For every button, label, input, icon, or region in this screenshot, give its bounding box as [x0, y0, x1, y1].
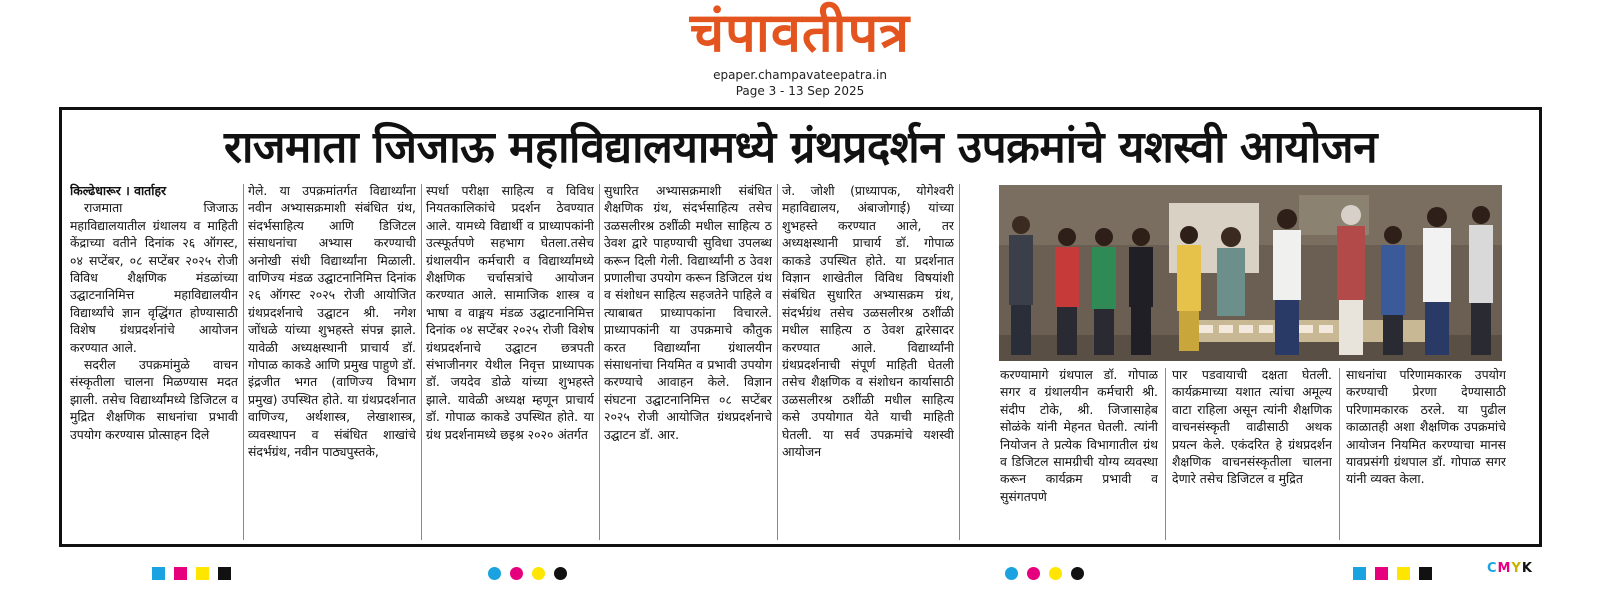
- cyan-mark: [1353, 567, 1366, 580]
- magenta-mark: [510, 567, 523, 580]
- article-column-3: [426, 182, 594, 443]
- column-1-paragraph-1: राजमाता जिजाऊ महाविद्यालयातील ग्रंथालय व माहिती केंद्राच्या वतीने दिनांक २६ ऑगस्ट, ०४ सप्टेंबर, ०८ सप्टेंबर २०२५ रोजी विविध शैक्षणिक मंडळांच्या उद्घाटनानिमित्त महाविद्यालयीन विद्यार्थ्यांचे ज्ञान वृद्धिंगत होण्यासाठी विशेष ग्रंथप्रदर्शनांचे आयोजन करण्यात आले.: [70, 200, 238, 355]
- column-2-text: गेले. या उपक्रमांतर्गत विद्यार्थ्यांना नवीन अभ्यासक्रमाशी संबंधित ग्रंथ, संदर्भसाहित्य आणि डिजिटल संसाधनांचा अभ्यास करण्याची अनोखी संधी विद्यार्थ्यांना मिळाली. वाणिज्य मंडळ उद्घाटनानिमित्त दिनांक २६ ऑगस्ट २०२५ रोजी आयोजित ग्रंथप्रदर्शनाचे उद्घाटन श्री. नगेश जोंधळे यांच्या शुभहस्ते संपन्न झाले. यावेळी अध्यक्षस्थानी प्राचार्य डॉ. गोपाळ काकडे आणि प्रमुख पाहुणे डॉ. इंद्रजीत भगत (वाणिज्य विभाग प्रमुख) उपस्थित होते. या ग्रंथप्रदर्शनात वाणिज्य, अर्थशास्त्र, लेखाशास्त्र, व्यवस्थापन व संबंधित शाखांचे संदर्भग्रंथ, नवीन पाठ्यपुस्तके,: [248, 183, 416, 460]
- column-1-paragraph-2: सदरील उपक्रमांमुळे वाचन संस्कृतीला चालना मिळण्यास मदत झाली. तसेच विद्यार्थ्यांमध्ये डिजिटल व मुद्रित शैक्षणिक साधनांचा प्रभावी उपयोग करण्यास प्रोत्साहन दिले: [70, 357, 238, 442]
- magenta-mark: [174, 567, 187, 580]
- newspaper-logo[interactable]: चंपावतीपत्र: [689, 1, 911, 64]
- column-8-text: साधनांचा परिणामकारक उपयोग करण्याची प्रेरणा देण्यासाठी परिणामकारक ठरले. या पुढील काळातही अशा शैक्षणिक उपक्रमांचे आयोजन नियमित करण्याचा मानस यावप्रसंगी ग्रंथपाल डॉ. गोपाळ सगर यांनी व्यक्त केला.: [1346, 367, 1506, 487]
- cyan-mark: [152, 567, 165, 580]
- yellow-mark: [1049, 567, 1062, 580]
- registration-squares-left: [152, 563, 240, 577]
- yellow-mark: [532, 567, 545, 580]
- event-photo: [999, 185, 1502, 361]
- magenta-mark: [1375, 567, 1388, 580]
- article-column-1: [70, 182, 238, 443]
- site-url[interactable]: epaper.champavateepatra.in: [713, 68, 887, 82]
- column-divider: [421, 184, 422, 540]
- article-column-7: [1172, 366, 1332, 488]
- article-column-8: [1346, 366, 1506, 488]
- registration-squares-right: [1353, 563, 1441, 577]
- column-5-text: जे. जोशी (प्राध्यापक, योगेश्वरी महाविद्यालय, अंबाजोगाई) यांच्या शुभहस्ते करण्यात आले, तर अध्यक्षस्थानी प्राचार्य डॉ. गोपाळ काकडे उपस्थित होते. या प्रदर्शनात विज्ञान शाखेतील विविध विषयांशी संबंधित सुधारित अभ्यासक्रम ग्रंथ, संदर्भग्रंथ तसेच उळसलीरश्र ठशीेंळी मधील साहित्य ठ उेवश द्वारेसादर करण्यात आले. विद्यार्थ्यांनी ग्रंथप्रदर्शनाची संपूर्ण माहिती घेतली तसेच शैक्षणिक व संशोधन कार्यासाठी उळसलीरश्र ठशीेंळी मधील साहित्य कसे उपयोगात येते याची माहिती घेतली. या सर्व उपक्रमांचे यशस्वी आयोजन: [782, 183, 954, 460]
- article-headline: राजमाता जिजाऊ महाविद्यालयामध्ये ग्रंथप्रदर्शन उपक्रमांचे यशस्वी आयोजन: [223, 122, 1378, 173]
- column-divider: [599, 184, 600, 540]
- column-4-text: सुधारित अभ्यासक्रमाशी संबंधित शैक्षणिक ग्रंथ, संदर्भसाहित्य तसेच उळसलीरश्र ठशीेंळी मधील साहित्य ठ उेवश द्वारे पाहण्याची सुविधा उपलब्ध करून दिली गेली. विद्यार्थ्यांनी ठ उेवश प्रणालीचा उपयोग करून डिजिटल ग्रंथ व संशोधन साहित्य सहजतेने पाहिले व त्याबाबत प्राध्यापकांना विचारले. प्राध्यापकांनी या उपक्रमाचे कौतुक करत विद्यार्थ्यांना ग्रंथालयीन संसाधनांचा नियमित व प्रभावी उपयोग करण्याचे आवाहन केले. विज्ञान संघटना उद्घाटनानिमित्त ०८ सप्टेंबर २०२५ रोजी आयोजित ग्रंथप्रदर्शनाचे उद्घाटन डॉ. आर.: [604, 183, 772, 442]
- column-divider: [1165, 368, 1166, 540]
- yellow-mark: [196, 567, 209, 580]
- article-clipping: [59, 107, 1542, 547]
- cyan-mark: [488, 567, 501, 580]
- black-mark: [554, 567, 567, 580]
- cyan-mark: [1005, 567, 1018, 580]
- registration-dots-1: [488, 563, 576, 577]
- column-divider: [243, 184, 244, 540]
- column-3-text: स्पर्धा परीक्षा साहित्य व विविध नियतकालिकांचे प्रदर्शन ठेवण्यात आले. यामध्ये विद्यार्थी व प्राध्यापकांनी उत्स्फूर्तपणे सहभाग घेतला.तसेच ग्रंथालयीन कर्मचारी व विद्यार्थ्यांमध्ये शैक्षणिक चर्चासत्रांचे आयोजन करण्यात आले. सामाजिक शास्त्र व भाषा व वाङ्मय मंडळ उद्घाटनानिमित्त दिनांक ०४ सप्टेंबर २०२५ रोजी विशेष ग्रंथप्रदर्शनाचे उद्घाटन छत्रपती संभाजीनगर येथील निवृत्त प्राध्यापक डॉ. जयदेव डोळे यांच्या शुभहस्ते झाले. यावेळी अध्यक्ष म्हणून प्राचार्य डॉ. गोपाळ काकडे उपस्थित होते. या ग्रंथ प्रदर्शनामध्ये छइश्र २०२० अंतर्गत: [426, 183, 594, 442]
- column-7-text: पार पडवायाची दक्षता घेतली. कार्यक्रमाच्या यशात त्यांचा अमूल्य वाटा राहिला असून त्यांनी शैक्षणिक वाचनसंस्कृती वाढीसाठी अथक प्रयत्न केले. एकंदरित हे ग्रंथप्रदर्शन शैक्षणिक वाचनसंस्कृतीला चालना देणारे तसेच डिजिटल व मुद्रित: [1172, 367, 1332, 487]
- article-column-2: [248, 182, 416, 461]
- black-mark: [1419, 567, 1432, 580]
- column-6-text: करण्यामागे ग्रंथपाल डॉ. गोपाळ सगर व ग्रंथालयीन कर्मचारी श्री. संदीप टोके, श्री. जिजासाहेब सोळंके यांनी मेहनत घेतली. त्यांनी नियोजन ते प्रत्येक विभागातील ग्रंथ व डिजिटल सामग्रीची योग्य व्यवस्था करून कार्यक्रम प्रभावी व सुसंगतपणे: [1000, 367, 1158, 504]
- masthead: [0, 0, 1600, 100]
- article-column-4: [604, 182, 772, 443]
- page-info: Page 3 - 13 Sep 2025: [735, 84, 865, 98]
- cmyk-label: CMYK: [1487, 561, 1533, 576]
- black-mark: [218, 567, 231, 580]
- column-divider: [1339, 368, 1340, 540]
- magenta-mark: [1027, 567, 1040, 580]
- article-column-6: [1000, 366, 1158, 505]
- registration-dots-2: [1005, 563, 1093, 577]
- article-column-5: [782, 182, 954, 461]
- black-mark: [1071, 567, 1084, 580]
- yellow-mark: [1397, 567, 1410, 580]
- article-byline: किल्ढेधारूर । वार्ताहर: [70, 183, 167, 198]
- column-divider: [959, 184, 960, 540]
- column-divider: [777, 184, 778, 540]
